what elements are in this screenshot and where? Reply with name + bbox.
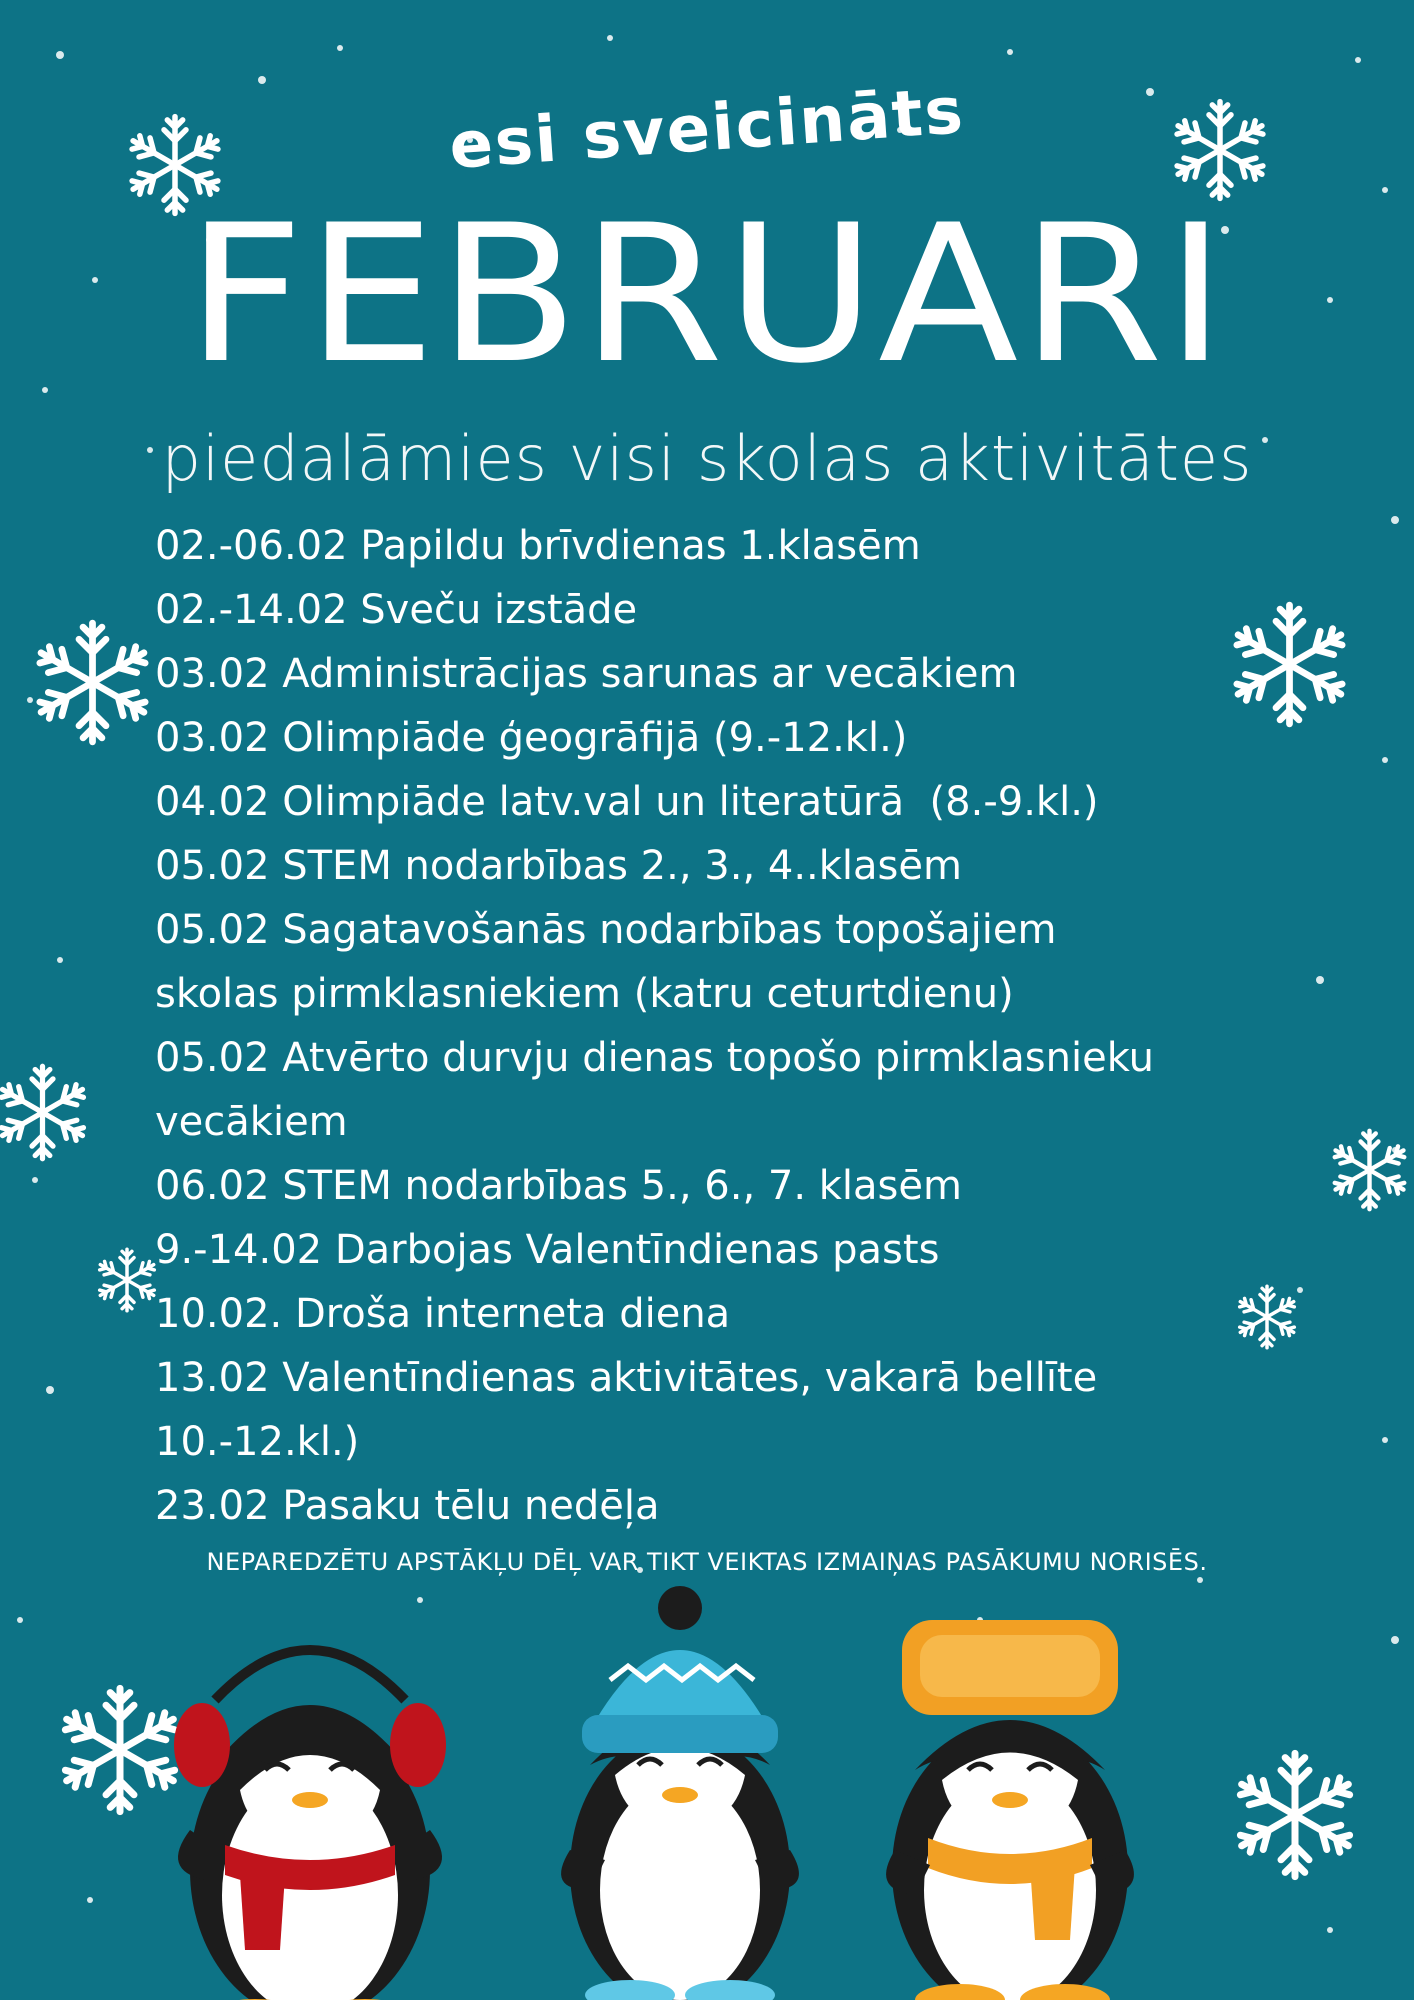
list-item: 03.02 Olimpiāde ģeogrāfijā (9.-12.kl.) xyxy=(155,715,908,761)
snowflake-icon xyxy=(92,1245,162,1315)
list-item: 02.-14.02 Sveču izstāde xyxy=(155,587,638,633)
list-item: 05.02 Atvērto durvju dienas topošo pirmklasnieku vecākiem xyxy=(155,1035,1154,1145)
snowflake-icon xyxy=(25,615,160,750)
penguins-illustration xyxy=(150,1580,1270,2000)
list-item: 02.-06.02 Papildu brīvdienas 1.klasēm xyxy=(155,523,921,569)
list-item: 05.02 Sagatavošanās nodarbības topošajiem skolas pirmklasniekiem (katru ceturtdienu) xyxy=(155,907,1057,1017)
list-item: 9.-14.02 Darbojas Valentīndienas pasts xyxy=(155,1227,940,1273)
list-item: 05.02 STEM nodarbības 2., 3., 4..klasēm xyxy=(155,843,962,889)
penguin-beanie xyxy=(561,1586,799,2000)
list-item: 10.02. Droša interneta diena xyxy=(155,1291,731,1337)
penguin-earmuffs xyxy=(174,1650,446,2000)
penguin-goggles xyxy=(886,1620,1134,2000)
list-item: 06.02 STEM nodarbības 5., 6., 7. klasēm xyxy=(155,1163,962,1209)
list-item: 04.02 Olimpiāde latv.val un literatūrā (8.-9.kl.) xyxy=(155,779,1099,825)
snowflake-icon xyxy=(1325,1095,1414,1245)
events-list xyxy=(155,514,1315,1538)
list-item: 03.02 Administrācijas sarunas ar vecākiem xyxy=(155,651,1018,697)
list-item: 13.02 Valentīndienas aktivitātes, vakarā bellīte 10.-12.kl.) xyxy=(155,1355,1098,1465)
snowflake-icon xyxy=(0,1045,95,1180)
subtitle-text: piedalāmies visi skolas aktivitātes xyxy=(161,422,1253,495)
greeting-text: esi sveicināts xyxy=(446,74,968,184)
page-title: FEBRUARI xyxy=(186,184,1228,405)
list-item: 23.02 Pasaku tēlu nedēļa xyxy=(155,1483,660,1529)
disclaimer-notice: NEPAREDZĒTU APSTĀKĻU DĒĻ VAR TIKT VEIKTAS IZMAIŅAS PASĀKUMU NORISĒS. xyxy=(206,1548,1208,1576)
